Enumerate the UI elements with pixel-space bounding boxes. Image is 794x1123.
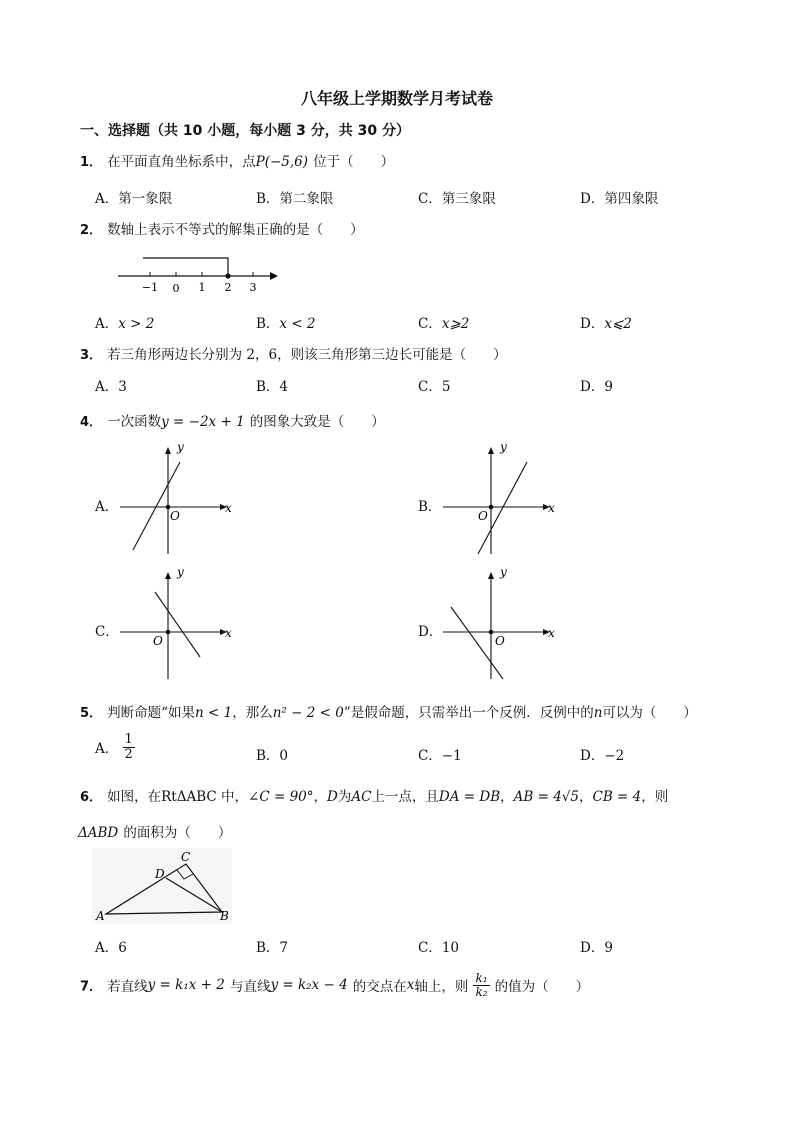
question-text: 为 [337,789,352,805]
function-line [133,462,180,550]
tick-label: 0 [172,282,180,295]
question-number: 7． [80,979,103,995]
arrow-icon [488,447,494,454]
y-axis-label: y [177,442,184,454]
question-number: 2． [80,223,103,238]
point-label-a: A [96,909,105,923]
tick-marks [150,272,253,276]
question-3 [80,343,507,363]
option-a[interactable]: A．3 [95,379,127,395]
math-expression: D [327,789,338,805]
option-d[interactable]: D．9 [580,379,613,395]
y-axis-label: y [500,442,507,454]
question-text: 判断命题“如果 [107,705,196,721]
question-text: ，那么 [232,705,273,721]
solid-point [225,273,230,278]
math-expression: x [406,977,415,994]
option-d[interactable]: D．−2 [580,748,625,764]
graph-option-b[interactable] [438,442,568,560]
option-a[interactable]: A．第一象限 [95,191,173,207]
origin-label: O [170,509,180,523]
question-text: ， [579,789,593,805]
question-number: 1． [80,155,103,170]
arrow-icon [270,272,278,280]
question-text: 与直线 [229,979,271,996]
question-2 [80,218,364,238]
graph-option-a[interactable] [115,442,245,560]
option-d[interactable]: D．9 [580,940,613,956]
x-axis-label: x [548,501,555,515]
math-expression: y = k₁x + 2 [147,977,225,994]
option-b[interactable]: B．x < 2 [256,316,316,332]
triangle-figure [92,848,232,924]
question-1 [80,150,394,170]
math-expression: y = −2x + 1 [161,414,245,430]
math-expression: ∠C = 90° [248,789,314,805]
y-axis-label: y [500,567,507,579]
x-axis-label: x [225,501,232,515]
question-text: 若直线 [107,979,148,996]
arrow-icon [488,572,494,579]
option-a[interactable]: A．x > 2 [95,316,155,332]
option-b[interactable]: B．4 [256,379,289,395]
question-text: 在平面直角坐标系中，点 [107,154,256,170]
question-text: 的值为（ ） [494,979,590,996]
question-7 [80,972,589,998]
option-d[interactable]: D． [418,624,443,640]
question-6 [80,785,668,805]
question-text: 轴上，则 [414,979,469,996]
math-expression: AB = 4√5 [513,789,579,805]
option-c[interactable]: C．第三象限 [418,191,496,207]
question-text: 的交点在 [352,979,407,996]
math-expression: n [593,705,603,721]
x-axis-label: x [225,626,232,640]
math-expression: AC [351,789,372,805]
math-expression: n < 1 [195,705,233,721]
tick-label: 3 [249,281,257,294]
question-number: 3． [80,348,103,363]
point-label-b: B [220,909,229,923]
question-number: 5． [80,706,103,721]
question-number: 6． [80,790,103,805]
arrow-icon [165,572,171,579]
math-expression: DA = DB [438,789,501,805]
page-title: 八年级上学期数学月考试卷 [300,89,493,108]
y-axis-label: y [177,567,184,579]
question-text: 的图象大致是（ ） [249,414,385,430]
option-d[interactable]: D．第四象限 [580,191,659,207]
point-label-c: C [181,850,191,864]
option-a[interactable]: A．6 [95,940,127,956]
option-a[interactable]: A． $\frac{1}{2}$ [95,732,133,762]
number-line-figure [110,250,285,300]
option-c[interactable]: C． [95,624,119,640]
math-expression: ΔABD [78,825,119,841]
origin-label: O [495,634,505,648]
question-5 [80,701,697,721]
question-text: 的面积为（ ） [123,825,232,841]
question-text: ， [500,789,514,805]
option-c[interactable]: C．x⩾2 [418,316,470,332]
question-number: 4． [80,415,103,430]
option-c[interactable]: C．10 [418,940,460,956]
tick-label: −1 [141,281,159,294]
option-b[interactable]: B． [418,499,442,515]
question-text: ，则 [641,789,669,805]
option-b[interactable]: B．0 [256,748,289,764]
option-c[interactable]: C．5 [418,379,451,395]
fraction: $\frac{\text{k₁}}{\text{k₂}}$ [475,971,488,999]
question-text: ”是假命题，只需举出一个反例．反例中的 [343,705,594,721]
graph-option-d[interactable] [438,567,568,685]
point-label-d: D [155,867,165,881]
question-text: 可以为（ ） [602,705,697,721]
math-expression: y = k₂x − 4 [270,977,348,994]
origin-label: O [153,634,163,648]
x-axis-label: x [548,626,555,640]
option-b[interactable]: B．第二象限 [256,191,334,207]
tick-label: 1 [198,281,206,294]
graph-option-c[interactable] [115,567,245,685]
question-4 [80,410,385,430]
math-expression: P(−5,6) [255,154,309,170]
origin-label: O [478,509,488,523]
question-text: 上一点，且 [371,789,439,805]
math-expression: CB = 4 [592,789,642,805]
question-text: 如图，在RtΔABC 中， [107,789,249,805]
option-b[interactable]: B．7 [256,940,289,956]
option-d[interactable]: D．x⩽2 [580,316,632,332]
tick-label: 2 [224,281,232,294]
section-heading: 一、选择题（共 10 小题，每小题 3 分，共 30 分） [80,123,410,139]
option-a[interactable]: A． [95,499,119,515]
math-expression: n² − 2 < 0 [272,705,344,721]
function-line [478,462,527,554]
question-text: ， [313,789,327,805]
question-text: 位于（ ） [313,154,395,170]
question-text: 数轴上表示不等式的解集正确的是（ ） [107,222,364,238]
question-6-line-2 [78,821,231,841]
arrow-icon [165,447,171,454]
question-text: 一次函数 [107,414,162,430]
option-c[interactable]: C．−1 [418,748,462,764]
solution-bracket [143,258,228,276]
question-text: 若三角形两边长分别为 2，6，则该三角形第三边长可能是（ ） [107,347,507,363]
